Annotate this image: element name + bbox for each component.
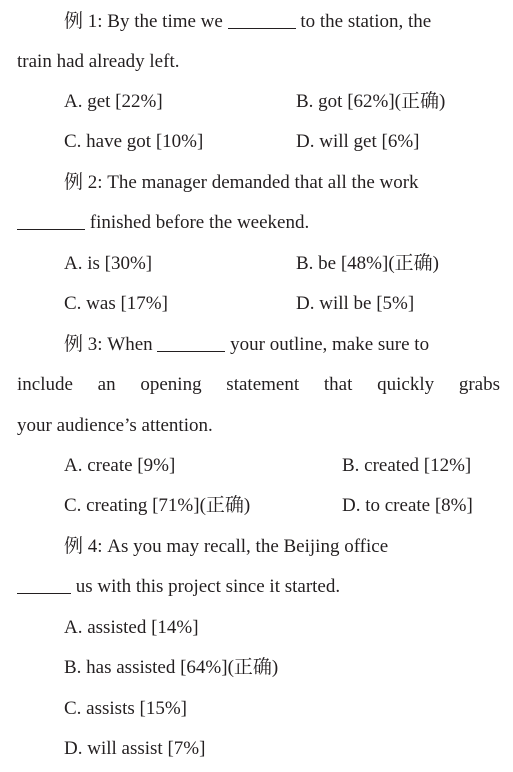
answer-blank xyxy=(17,569,71,594)
example-1-option-a: A. get [22%] xyxy=(64,91,163,112)
example-1-stem-line-1 xyxy=(64,2,500,42)
example-4-stem-line-1 xyxy=(64,527,500,567)
example-4-label: 例 4: xyxy=(64,536,103,557)
example-2-stem-after: finished before the weekend. xyxy=(89,212,310,233)
example-3-option-a: A. create [9%] xyxy=(64,455,176,476)
example-2-stem-line-1 xyxy=(64,163,500,203)
example-1-stem-before: By the time we xyxy=(107,11,223,32)
example-1-option-d: D. will get [6%] xyxy=(296,131,420,152)
example-2-stem-line-2 xyxy=(17,203,500,243)
example-3-label: 例 3: xyxy=(64,334,103,355)
example-1-option-c: C. have got [10%] xyxy=(64,131,204,152)
example-1-options-row-2 xyxy=(64,122,500,162)
example-3-option-b: B. created [12%] xyxy=(342,455,472,476)
example-1-options-row-1 xyxy=(64,82,500,122)
example-2-options-row-1 xyxy=(64,244,500,284)
example-2-option-a: A. is [30%] xyxy=(64,253,153,274)
example-3-stem-line-1 xyxy=(64,325,500,365)
example-4-option-b: B. has assisted [64%](正确) xyxy=(64,657,279,678)
example-4-stem-after: us with this project since it started. xyxy=(75,576,341,597)
example-3-stem-after: your outline, make sure to xyxy=(230,334,430,355)
example-4-option-d: D. will assist [7%] xyxy=(64,738,206,759)
answer-blank xyxy=(157,327,225,352)
example-4-option-a: A. assisted [14%] xyxy=(64,617,199,638)
example-1-stem-line-2: train had already left. xyxy=(17,51,180,72)
example-2-option-c: C. was [17%] xyxy=(64,293,168,314)
example-2-options-row-2 xyxy=(64,284,500,324)
example-2-option-d: D. will be [5%] xyxy=(296,293,415,314)
example-3-option-c: C. creating [71%](正确) xyxy=(64,495,251,516)
answer-blank xyxy=(228,4,296,29)
example-2-label: 例 2: xyxy=(64,172,103,193)
example-4-stem-text: As you may recall, the Beijing office xyxy=(107,536,389,557)
answer-blank xyxy=(17,205,85,230)
example-1-option-b: B. got [62%](正确) xyxy=(296,91,446,112)
example-3-options-row-1 xyxy=(64,446,500,486)
example-3-stem-line-3: your audience’s attention. xyxy=(17,415,213,436)
example-1-label: 例 1: xyxy=(64,11,103,32)
example-3-stem-line-2: include an opening statement that quickly grabs xyxy=(17,374,500,395)
example-3-stem-before: When xyxy=(107,334,153,355)
example-2-stem-text: The manager demanded that all the work xyxy=(107,172,419,193)
example-1-stem-after: to the station, the xyxy=(300,11,432,32)
example-3-option-d: D. to create [8%] xyxy=(342,495,473,516)
example-4-option-c: C. assists [15%] xyxy=(64,698,187,719)
example-4-stem-line-2 xyxy=(17,567,500,607)
example-3-options-row-2 xyxy=(64,486,500,526)
example-2-option-b: B. be [48%](正确) xyxy=(296,253,439,274)
